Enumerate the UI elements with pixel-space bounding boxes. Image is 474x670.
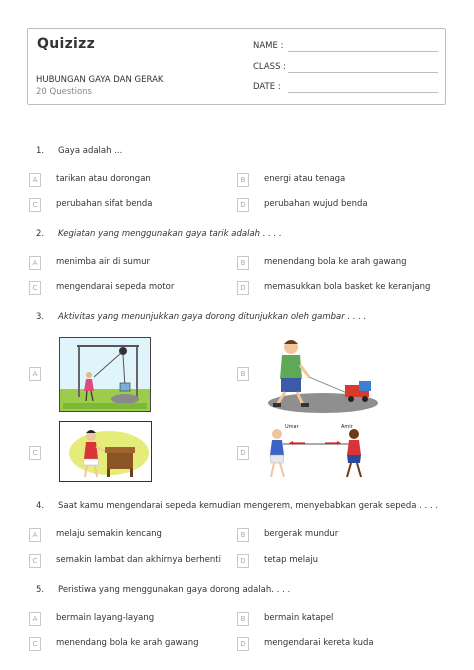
option-letter-box: B: [237, 367, 249, 381]
girl-pushing-table-image: [59, 421, 152, 482]
tug-of-war-image: [265, 421, 367, 483]
option-letter-box: A: [29, 256, 41, 270]
option-letter-box: C: [29, 446, 41, 460]
option-text: melaju semakin kencang: [56, 529, 162, 539]
option-text: perubahan wujud benda: [264, 199, 368, 209]
question-number: 3.: [36, 312, 45, 322]
option-letter-box: D: [237, 198, 249, 212]
option-letter-box: D: [237, 554, 249, 568]
worksheet-header: [27, 28, 446, 105]
worksheet-title: HUBUNGAN GAYA DAN GERAK: [36, 75, 164, 85]
option-text: memasukkan bola basket ke keranjang: [264, 282, 431, 292]
option-text: menendang bola ke arah gawang: [56, 638, 199, 648]
question-text: Saat kamu mengendarai sepeda kemudian mengerem, menyebabkan gerak sepeda . . . .: [58, 501, 439, 511]
question-text: Kegiatan yang menggunakan gaya tarik adalah . . . .: [58, 229, 282, 239]
option-text: tetap melaju: [264, 555, 319, 565]
option-letter-box: C: [29, 554, 41, 568]
question-count: 20 Questions: [36, 87, 92, 97]
question-text: Peristiwa yang menggunakan gaya dorong adalah. . . .: [58, 585, 291, 595]
option-letter-box: A: [29, 612, 41, 626]
option-letter-box: A: [29, 528, 41, 542]
option-letter-box: B: [237, 528, 249, 542]
date-field[interactable]: [288, 92, 438, 93]
option-letter-box: A: [29, 367, 41, 381]
option-letter-box: C: [29, 198, 41, 212]
option-letter-box: B: [237, 256, 249, 270]
option-text: menimba air di sumur: [56, 257, 151, 267]
option-letter-box: D: [237, 637, 249, 651]
question-number: 2.: [36, 229, 45, 239]
option-text: bermain layang-layang: [56, 613, 155, 623]
option-letter-box: C: [29, 637, 41, 651]
option-text: bergerak mundur: [264, 529, 339, 539]
option-text: bermain katapel: [264, 613, 334, 623]
name-label: NAME :: [253, 41, 284, 51]
option-text: energi atau tenaga: [264, 174, 346, 184]
question-number: 4.: [36, 501, 45, 511]
name-field[interactable]: [288, 51, 438, 52]
option-letter-box: D: [237, 281, 249, 295]
question-number: 1.: [36, 146, 45, 156]
umar-label: Umar: [285, 424, 299, 430]
class-field[interactable]: [288, 72, 438, 73]
option-letter-box: B: [237, 173, 249, 187]
option-letter-box: C: [29, 281, 41, 295]
option-letter-box: D: [237, 446, 249, 460]
amir-label: Amir: [341, 424, 353, 430]
well-pulley-image: [59, 337, 151, 412]
question-text: Gaya adalah ...: [58, 146, 123, 156]
quizizz-logo: Quizizz: [37, 36, 96, 52]
class-label: CLASS :: [253, 62, 287, 72]
option-text: mengendarai kereta kuda: [264, 638, 374, 648]
option-text: semakin lambat dan akhirnya berhenti: [56, 555, 221, 565]
question-number: 5.: [36, 585, 45, 595]
option-text: tarikan atau dorongan: [56, 174, 151, 184]
date-label: DATE :: [253, 82, 281, 92]
boy-pulling-truck-image: [267, 335, 379, 415]
option-letter-box: A: [29, 173, 41, 187]
option-text: mengendarai sepeda motor: [56, 282, 175, 292]
question-text: Aktivitas yang menunjukkan gaya dorong ditunjukkan oleh gambar . . . .: [58, 312, 367, 322]
option-letter-box: B: [237, 612, 249, 626]
option-text: perubahan sifat benda: [56, 199, 153, 209]
option-text: menendang bola ke arah gawang: [264, 257, 407, 267]
